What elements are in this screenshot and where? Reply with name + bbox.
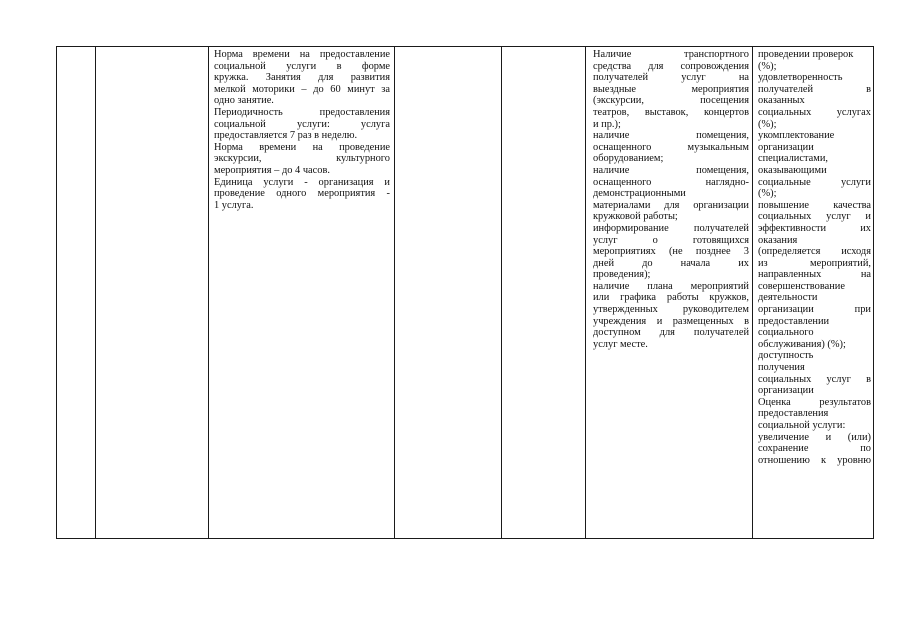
- text-line: наличие плана мероприятий: [593, 280, 749, 292]
- text-line: Оценка результатов: [758, 396, 871, 408]
- text-line: (определяется исходя: [758, 246, 871, 258]
- text-line: социальные услуги: [758, 176, 871, 188]
- text-line: 1 услуга.: [214, 199, 254, 211]
- text-line: получения: [758, 362, 805, 374]
- text-line: организации при: [758, 304, 871, 316]
- text-line: театров, выставок, концертов: [593, 106, 749, 118]
- text-line: мероприятиях (не позднее 3: [593, 246, 749, 258]
- text-line: отношению к уровню: [758, 454, 871, 466]
- text-line: мелкой моторики – до 60 минут за: [214, 83, 390, 95]
- text-line: услуг о готовящихся: [593, 234, 749, 246]
- text-line: социальных услуг и: [758, 211, 871, 223]
- text-line: обслуживания) (%);: [758, 338, 846, 350]
- cell-service-name: [96, 47, 209, 539]
- text-line: направленных на: [758, 269, 871, 281]
- text-line: одно занятие.: [214, 95, 274, 107]
- text-line: Единица услуги - организация и: [214, 176, 390, 188]
- table-row: [57, 47, 874, 539]
- text-line: Норма времени на проведение: [214, 141, 390, 153]
- text-line: предоставления: [758, 408, 829, 420]
- text-line: кружковой работы;: [593, 211, 678, 223]
- text-line: или графика работы кружков,: [593, 292, 749, 304]
- cell-empty-4: [395, 47, 502, 539]
- text-line: проведении проверок: [758, 49, 854, 60]
- text-line: Периодичность предоставления: [214, 106, 390, 118]
- text-line: кружка. Занятия для развития: [214, 72, 390, 84]
- text-line: (экскурсии, посещения: [593, 95, 749, 107]
- text-line: информирование получателей: [593, 222, 749, 234]
- text-line: (%);: [758, 60, 777, 72]
- text-line: социальных услуг в: [758, 373, 871, 385]
- text-line: социальных услугах: [758, 106, 871, 118]
- text-line: демонстрационными: [593, 188, 686, 200]
- text-line: удовлетворенность: [758, 72, 843, 84]
- text-line: предоставлении: [758, 315, 830, 327]
- text-line: организации: [758, 385, 814, 397]
- text-line: проведения);: [593, 269, 651, 281]
- text-line: Наличие транспортного: [593, 49, 749, 60]
- text-line: Норма времени на предоставление: [214, 49, 390, 60]
- text-line: оказывающими: [758, 164, 827, 176]
- text-line: увеличение и (или): [758, 431, 871, 443]
- text-line: организации: [758, 141, 814, 153]
- text-line: повышение качества: [758, 199, 871, 211]
- cell-number: [57, 47, 96, 539]
- text-line: доступном для получателей: [593, 327, 749, 339]
- text-line: экскурсии, культурного: [214, 153, 390, 165]
- text-line: учреждения и размещенных в: [593, 315, 749, 327]
- text-line: получателей услуг на: [593, 72, 749, 84]
- text-line: материалами для организации: [593, 199, 749, 211]
- text-line: предоставляется 7 раз в неделю.: [214, 130, 358, 142]
- text-line: социальной услуги:: [758, 420, 846, 431]
- text-line: оборудованием;: [593, 153, 664, 165]
- text-line: оказания: [758, 234, 798, 246]
- text-line: из мероприятий,: [758, 257, 871, 269]
- text-line: мероприятия – до 4 часов.: [214, 164, 330, 176]
- text-line: услуг месте.: [593, 338, 648, 350]
- text-line: специалистами,: [758, 153, 828, 165]
- cell-quality-indicators: [753, 47, 874, 539]
- text-line: (%);: [758, 118, 777, 130]
- text-line: социальной услуги в форме: [214, 60, 390, 72]
- text-line: оснащенного наглядно-: [593, 176, 749, 188]
- text-line: (%);: [758, 188, 777, 200]
- text-line: наличие помещения,: [593, 164, 749, 176]
- text-line: выездные мероприятия: [593, 83, 749, 95]
- cell-service-conditions: [586, 47, 753, 539]
- text-line: сохранение по: [758, 443, 871, 455]
- text-line: оснащенного музыкальным: [593, 141, 749, 153]
- text-line: социального: [758, 327, 814, 339]
- text-line: проведение одного мероприятия -: [214, 188, 390, 200]
- text-line: укомплектование: [758, 130, 835, 142]
- text-line: средства для сопровождения: [593, 60, 749, 72]
- text-line: эффективности их: [758, 222, 871, 234]
- text-line: доступность: [758, 350, 814, 362]
- text-line: утвержденных руководителем: [593, 304, 749, 316]
- text-line: оказанных: [758, 95, 805, 107]
- text-line: деятельности: [758, 292, 818, 304]
- cell-service-standard: [209, 47, 395, 539]
- text-line: и пр.);: [593, 118, 621, 130]
- text-line: совершенствование: [758, 280, 845, 292]
- text-line: наличие помещения,: [593, 130, 749, 142]
- text-line: дней до начала их: [593, 257, 749, 269]
- text-line: получателей в: [758, 83, 871, 95]
- cell-empty-5: [502, 47, 586, 539]
- text-line: социальной услуги: услуга: [214, 118, 390, 130]
- document-table: [56, 46, 874, 539]
